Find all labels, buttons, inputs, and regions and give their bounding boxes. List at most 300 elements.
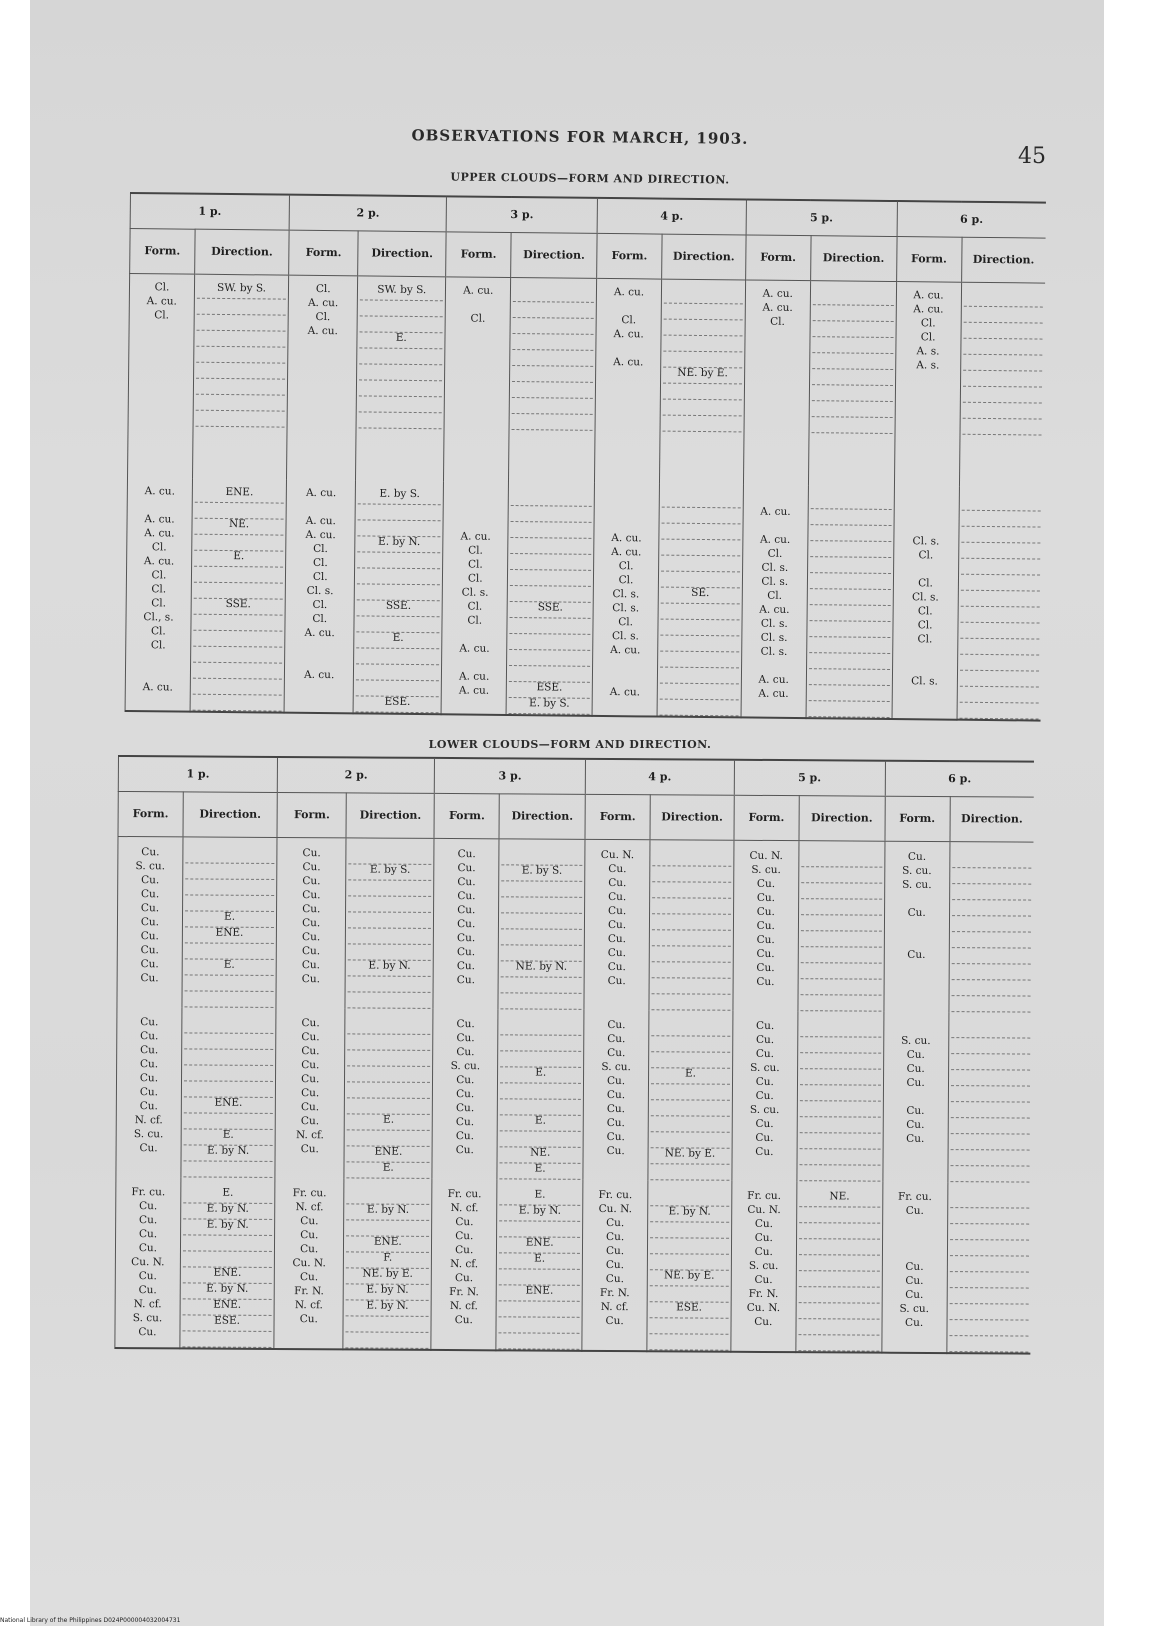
cloud-form-entry: Cu. xyxy=(754,1231,773,1245)
cloud-direction-entry: E. by N. xyxy=(183,1203,272,1220)
cloud-form-entry: Fr. N. xyxy=(449,1286,479,1299)
cloud-form-entry: Cu. xyxy=(456,1032,475,1045)
cloud-form-entry: Cu. xyxy=(457,876,476,889)
cloud-form-entry: Cu. xyxy=(607,960,626,974)
cloud-direction-entry: E. xyxy=(500,1115,581,1131)
cloud-direction-entry xyxy=(356,680,439,697)
cloud-direction-entry xyxy=(184,991,273,1008)
cloud-direction-entry xyxy=(951,932,1031,948)
cloud-form-entry xyxy=(287,642,351,657)
cloud-form-entry: Cu. xyxy=(302,931,321,944)
cloud-form-entry: Cu. xyxy=(139,1086,159,1099)
cloud-direction-entry xyxy=(183,1235,272,1252)
cloud-form-cell xyxy=(883,1012,949,1182)
cloud-form-entry: Cl. xyxy=(154,309,170,322)
cloud-direction-entry: E. xyxy=(360,332,443,349)
cloud-form-cell xyxy=(892,486,959,720)
cloud-direction-cell xyxy=(806,485,894,719)
cloud-direction-entry xyxy=(500,1035,581,1051)
cloud-form-entry xyxy=(897,402,957,417)
cloud-form-entry: Cl. xyxy=(467,600,483,613)
cloud-direction-entry: NE. by E. xyxy=(346,1268,429,1285)
cloud-direction-entry xyxy=(184,1017,273,1034)
cloud-form-entry xyxy=(291,340,355,355)
cloud-form-entry: A. cu. xyxy=(609,686,641,699)
cloud-form-entry: Cl., s. xyxy=(143,611,174,624)
cloud-direction-entry xyxy=(951,916,1031,932)
cloud-form-cell xyxy=(433,838,499,1009)
cloud-direction-entry xyxy=(812,353,893,370)
cloud-direction-cell xyxy=(657,484,743,718)
cloud-form-entry: Cu. xyxy=(756,933,775,947)
cloud-form-entry: Cl. s. xyxy=(761,561,789,574)
cloud-form-entry: Cl. xyxy=(918,549,934,562)
cloud-direction-entry xyxy=(810,493,891,510)
form-column-header: Form. xyxy=(885,796,950,841)
cloud-direction-entry xyxy=(960,591,1040,608)
cloud-form-entry: Cu. xyxy=(457,890,476,903)
cloud-direction-entry xyxy=(650,1238,729,1254)
cloud-form-entry: Cu. xyxy=(455,1244,474,1257)
cloud-form-entry: Cl. xyxy=(154,281,170,294)
direction-column-header: Direction. xyxy=(650,795,734,841)
cloud-form-entry xyxy=(896,508,956,523)
cloud-direction-entry xyxy=(183,1251,272,1268)
cloud-form-entry: A. cu. xyxy=(762,287,793,300)
cloud-form-entry: Cu. xyxy=(455,1130,475,1143)
cloud-form-entry: Cu. xyxy=(141,888,160,901)
hour-header: 2 p. xyxy=(289,195,446,232)
cloud-form-cell xyxy=(584,839,650,1010)
cloud-form-entry: Cu. xyxy=(140,930,159,943)
cloud-direction-entry xyxy=(960,655,1040,672)
cloud-direction-entry xyxy=(348,896,431,913)
cloud-form-entry: Cu. xyxy=(454,1272,474,1285)
cloud-direction-entry: E. by S. xyxy=(509,698,590,715)
cloud-form-entry: Cu. xyxy=(301,1087,320,1100)
cloud-form-entry xyxy=(896,494,956,509)
cloud-form-entry: Cu. xyxy=(906,1132,925,1145)
cloud-form-entry: Cu. xyxy=(607,1032,626,1046)
cloud-form-entry: N. cf. xyxy=(295,1201,324,1214)
cloud-form-entry: Cu. xyxy=(140,1030,159,1043)
cloud-form-entry: Cu. xyxy=(607,946,626,960)
observation-group xyxy=(128,274,1046,488)
cloud-direction-entry: SSE. xyxy=(510,602,591,619)
cloud-form-entry xyxy=(747,358,807,373)
cloud-direction-entry xyxy=(510,586,591,603)
cloud-direction-entry xyxy=(512,350,593,367)
cloud-form-entry: Cu. xyxy=(140,944,159,957)
cloud-direction-entry xyxy=(501,881,582,897)
cloud-form-entry: Cl. xyxy=(621,314,637,327)
observation-group xyxy=(116,1007,1033,1183)
cloud-direction-entry xyxy=(661,540,740,557)
cloud-direction-entry xyxy=(812,337,893,354)
cloud-direction-entry xyxy=(949,1288,1029,1304)
cloud-form-entry: A. cu. xyxy=(759,533,791,546)
cloud-form-entry: S. cu. xyxy=(133,1128,164,1141)
cloud-direction-entry: ESE. xyxy=(356,696,439,713)
cloud-form-entry: Cu. xyxy=(605,1314,624,1328)
cloud-direction-entry: E. by N. xyxy=(346,1284,429,1301)
cloud-direction-entry xyxy=(663,384,742,401)
direction-column-header: Direction. xyxy=(799,796,885,842)
cloud-direction-entry xyxy=(652,978,731,994)
cloud-direction-entry xyxy=(499,1317,580,1333)
cloud-direction-entry xyxy=(963,291,1043,308)
cloud-form-entry xyxy=(747,344,807,359)
cloud-direction-entry: E. xyxy=(183,1187,272,1204)
cloud-form-entry: A. cu. xyxy=(305,528,336,542)
cloud-direction-entry xyxy=(800,979,881,995)
cloud-direction-entry xyxy=(501,897,582,913)
cloud-form-entry: Cu. xyxy=(754,1315,773,1329)
cloud-direction-entry xyxy=(511,490,592,507)
cloud-form-entry: Cl. xyxy=(312,556,328,570)
cloud-direction-entry: E. by N. xyxy=(358,536,441,553)
cloud-form-entry: Cu. xyxy=(138,1270,157,1283)
cloud-form-entry: A. cu. xyxy=(913,289,944,302)
cloud-form-entry: S. cu. xyxy=(749,1103,780,1117)
cloud-direction-cell xyxy=(190,479,287,713)
cloud-form-entry xyxy=(597,505,657,520)
cloud-direction-entry xyxy=(950,1192,1030,1208)
cloud-direction-entry xyxy=(799,1133,880,1149)
cloud-form-entry: Cu. xyxy=(606,1130,625,1144)
cloud-direction-cell xyxy=(497,1009,584,1180)
cloud-form-entry: Cl. xyxy=(151,597,167,610)
cloud-form-entry: Cu. xyxy=(139,1058,159,1071)
cloud-form-entry: Cl. s. xyxy=(306,584,334,598)
cloud-form-entry xyxy=(131,338,191,353)
cloud-form-entry: S. cu. xyxy=(601,1060,631,1074)
cloud-direction-entry xyxy=(650,1286,729,1302)
cloud-form-entry: Cu. xyxy=(607,974,626,988)
cloud-form-entry: Cu. N. xyxy=(598,1202,633,1216)
cloud-form-entry xyxy=(598,371,658,386)
cloud-direction-entry xyxy=(184,1033,273,1050)
cloud-direction-entry: NE. by E. xyxy=(663,368,742,385)
cloud-direction-entry xyxy=(799,1117,880,1133)
cloud-form-entry: Cu. xyxy=(607,1046,626,1060)
cloud-direction-entry xyxy=(513,334,594,351)
cloud-direction-entry xyxy=(963,371,1043,388)
cloud-direction-entry xyxy=(810,525,891,542)
cloud-direction-entry xyxy=(950,1102,1030,1118)
cloud-direction-entry xyxy=(651,1132,730,1148)
cloud-direction-entry xyxy=(809,637,890,654)
cloud-direction-entry xyxy=(798,1303,879,1319)
cloud-direction-entry xyxy=(357,552,440,569)
form-column-header: Form. xyxy=(130,229,195,275)
cloud-direction-entry xyxy=(652,946,731,962)
cloud-form-entry: A. cu. xyxy=(463,284,494,297)
lower-table-body xyxy=(115,837,1034,1354)
cloud-direction-entry xyxy=(962,403,1042,420)
cloud-direction-entry xyxy=(650,1254,729,1270)
cloud-direction-entry xyxy=(185,863,274,880)
cloud-direction-entry xyxy=(800,1053,881,1069)
cloud-direction-cell xyxy=(957,487,1043,721)
direction-column-header: Direction. xyxy=(810,236,896,282)
cloud-form-entry: Fr. N. xyxy=(599,1286,630,1300)
cloud-direction-entry xyxy=(358,520,441,537)
cloud-direction-entry xyxy=(811,401,892,418)
cloud-direction-entry xyxy=(950,1208,1030,1224)
cloud-form-entry: Cl. xyxy=(313,542,328,556)
cloud-form-entry: Cu. xyxy=(754,1245,773,1259)
cloud-direction-entry xyxy=(649,1334,728,1350)
cloud-direction-entry xyxy=(184,1081,273,1098)
cloud-direction-entry xyxy=(499,1221,580,1237)
cloud-direction-entry xyxy=(660,668,739,685)
cloud-form-entry: Cl. xyxy=(312,598,328,612)
cloud-form-entry: Cu. xyxy=(756,905,775,919)
cloud-direction-entry xyxy=(501,913,582,929)
cloud-direction-entry: ENE. xyxy=(183,1267,272,1284)
cloud-form-entry xyxy=(447,397,507,412)
cloud-form-entry: Cl. xyxy=(767,589,783,602)
cloud-form-entry: Cu. xyxy=(140,1044,159,1057)
cloud-form-entry: Cl. xyxy=(918,577,933,590)
cloud-direction-cell xyxy=(947,1012,1032,1183)
cloud-direction-entry: NE. xyxy=(500,1147,581,1163)
cloud-form-entry: Cu. xyxy=(905,1316,924,1329)
cloud-direction-entry xyxy=(196,395,285,412)
cloud-direction-entry xyxy=(801,931,882,947)
cloud-form-entry: Cu. xyxy=(140,916,160,929)
cloud-direction-entry: E. xyxy=(184,1129,273,1146)
cloud-form-entry xyxy=(887,922,947,936)
cloud-direction-cell xyxy=(356,276,446,481)
cloud-form-entry xyxy=(290,354,354,369)
cloud-direction-entry xyxy=(961,495,1041,512)
cloud-direction-entry: ENE. xyxy=(182,1299,271,1316)
cloud-form-cell xyxy=(444,277,511,482)
cloud-direction-cell xyxy=(180,1177,275,1349)
cloud-direction-entry xyxy=(661,604,740,621)
cloud-direction-entry xyxy=(359,380,442,397)
cloud-direction-entry xyxy=(348,912,431,929)
cloud-form-entry: Cu. xyxy=(300,1115,320,1128)
cloud-form-entry: Cu. xyxy=(756,961,775,975)
cloud-direction-entry: SW. by S. xyxy=(360,284,443,301)
cloud-form-entry: Cu. xyxy=(141,874,160,887)
cloud-form-entry: Cl. s. xyxy=(761,575,789,588)
cloud-direction-entry xyxy=(800,1069,881,1085)
cloud-form-entry: N. cf. xyxy=(133,1298,162,1311)
cloud-form-entry: Cu. xyxy=(756,919,775,933)
cloud-direction-entry xyxy=(950,1086,1030,1102)
cloud-form-entry: Cu. xyxy=(301,1073,320,1086)
cloud-direction-entry xyxy=(500,1099,581,1115)
cloud-direction-entry xyxy=(193,663,282,680)
form-column-header: Form. xyxy=(585,794,650,839)
cloud-form-entry: Cu. xyxy=(299,1271,319,1284)
cloud-form-entry: Cu. xyxy=(755,1089,774,1103)
cloud-direction-entry: E. by S. xyxy=(349,864,432,881)
cloud-direction-entry xyxy=(951,948,1031,964)
form-column-header: Form. xyxy=(745,235,810,281)
cloud-form-entry: Cu. xyxy=(756,877,776,891)
cloud-form-entry: Fr. cu. xyxy=(131,1186,166,1199)
cloud-form-entry: Cl. xyxy=(150,639,166,652)
cloud-direction-entry xyxy=(949,1256,1029,1272)
cloud-form-entry: S. cu. xyxy=(901,1034,931,1047)
cloud-form-entry: Cu. xyxy=(755,1145,774,1159)
cloud-direction-entry xyxy=(510,554,591,571)
cloud-direction-entry xyxy=(193,631,282,648)
cloud-direction-entry xyxy=(800,963,881,979)
cloud-direction-entry xyxy=(661,524,740,541)
cloud-form-entry: Cu. xyxy=(906,1118,925,1131)
cloud-form-entry: Cu. xyxy=(456,960,476,973)
cloud-form-entry: Cu. xyxy=(302,917,321,930)
cloud-direction-entry xyxy=(950,1224,1030,1240)
cloud-form-entry xyxy=(290,382,354,397)
cloud-form-entry: A. cu. xyxy=(459,642,490,655)
cloud-direction-entry: E. by N. xyxy=(183,1145,272,1162)
cloud-direction-entry xyxy=(810,541,891,558)
cloud-direction-entry xyxy=(501,977,582,993)
cloud-direction-entry xyxy=(951,1022,1031,1038)
cloud-direction-entry xyxy=(347,1066,430,1083)
cloud-direction-cell xyxy=(192,274,288,479)
cloud-form-entry: A. cu. xyxy=(760,505,791,518)
cloud-direction-entry xyxy=(810,557,891,574)
cloud-form-entry: N. cf. xyxy=(449,1300,478,1313)
cloud-direction-entry xyxy=(196,379,285,396)
cloud-form-entry: Cl. xyxy=(150,625,166,638)
cloud-form-entry: Cu. N. xyxy=(747,1203,781,1217)
cloud-direction-entry xyxy=(949,1304,1029,1320)
cloud-form-entry: A. cu. xyxy=(611,532,642,545)
cloud-form-entry: Cl. xyxy=(767,547,783,560)
cloud-direction-cell xyxy=(648,1010,733,1181)
cloud-form-entry xyxy=(131,394,191,409)
observation-group xyxy=(125,478,1043,721)
cloud-direction-entry xyxy=(194,583,283,600)
cloud-direction-entry xyxy=(501,929,582,945)
cloud-direction-entry xyxy=(809,589,890,606)
cloud-direction-entry xyxy=(951,980,1031,996)
cloud-direction-entry xyxy=(963,307,1043,324)
cloud-direction-cell xyxy=(808,281,896,486)
cloud-form-entry: Cl. xyxy=(920,331,936,344)
cloud-direction-entry xyxy=(808,701,889,718)
cloud-direction-entry xyxy=(512,414,593,431)
cloud-direction-entry xyxy=(660,700,739,717)
cloud-direction-entry: SW. by S. xyxy=(197,283,286,300)
cloud-direction-entry: E. by N. xyxy=(183,1283,272,1300)
cloud-form-entry: Cu. xyxy=(906,1062,925,1075)
lower-clouds-table xyxy=(114,755,1034,1355)
cloud-form-entry xyxy=(747,372,807,387)
cloud-form-entry: Cu. xyxy=(139,1200,158,1213)
cloud-direction-entry xyxy=(813,289,894,306)
cloud-direction-entry: E. by N. xyxy=(650,1206,729,1222)
cloud-form-cell xyxy=(441,481,508,715)
cloud-direction-entry xyxy=(963,323,1043,340)
cloud-direction-entry: E. by N. xyxy=(346,1204,429,1221)
cloud-form-entry: Cu. xyxy=(756,891,776,905)
cloud-form-entry: Cl. xyxy=(312,570,328,584)
cloud-direction-entry xyxy=(651,994,730,1010)
cloud-direction-entry xyxy=(660,620,739,637)
cloud-form-entry: Cl. xyxy=(917,605,933,618)
cloud-direction-entry xyxy=(961,559,1041,576)
cloud-form-entry: N. cf. xyxy=(600,1300,629,1314)
cloud-direction-entry xyxy=(799,1271,880,1287)
cloud-form-entry: A. cu. xyxy=(459,670,490,683)
cloud-form-entry: A. cu. xyxy=(611,546,642,559)
cloud-form-entry: Cu. xyxy=(905,1288,924,1301)
cloud-direction-entry xyxy=(961,511,1041,528)
cloud-direction-cell xyxy=(496,1179,583,1351)
cloud-direction-entry xyxy=(660,652,739,669)
cloud-form-entry xyxy=(446,489,506,504)
cloud-direction-entry xyxy=(950,1150,1030,1166)
cloud-form-entry: Cu. xyxy=(756,975,775,989)
cloud-direction-entry xyxy=(951,1038,1031,1054)
cloud-direction-entry xyxy=(651,1036,730,1052)
cloud-form-entry: A. cu. xyxy=(762,301,793,314)
cloud-direction-entry xyxy=(184,975,273,992)
cloud-direction-entry xyxy=(950,1134,1030,1150)
cloud-form-entry: Cl. s. xyxy=(760,617,788,630)
cloud-form-entry: N. cf. xyxy=(295,1129,324,1142)
cloud-form-entry: A. cu. xyxy=(613,286,645,299)
cloud-form-entry: Cu. xyxy=(756,947,775,961)
cloud-direction-entry xyxy=(652,866,731,882)
cloud-direction-entry: E. by N. xyxy=(499,1205,580,1221)
cloud-form-entry: Cu. xyxy=(301,1045,320,1058)
cloud-direction-entry xyxy=(348,944,431,961)
cloud-form-entry: Cl. xyxy=(467,558,483,571)
cloud-form-entry: Cu. xyxy=(300,1101,320,1114)
cloud-form-entry: Cu. xyxy=(905,1204,924,1217)
cloud-direction-entry xyxy=(185,943,274,960)
cloud-direction-entry: E. by N. xyxy=(346,1300,429,1317)
cloud-direction-entry: NE. xyxy=(799,1191,880,1207)
cloud-form-entry: Cu. xyxy=(140,972,159,985)
cloud-form-entry: Fr. N. xyxy=(294,1285,324,1298)
cloud-direction-entry xyxy=(360,316,443,333)
cloud-direction-entry: NE. by E. xyxy=(651,1148,730,1164)
upper-table-body xyxy=(125,274,1045,721)
form-column-header: Form. xyxy=(734,795,799,840)
cloud-direction-entry xyxy=(809,653,890,670)
cloud-form-entry: Cu. xyxy=(138,1242,158,1255)
cloud-form-entry: Cu. xyxy=(456,1046,475,1059)
cloud-form-entry: Fr. cu. xyxy=(897,1190,932,1203)
cloud-form-entry: Cu. xyxy=(457,862,476,875)
cloud-direction-entry xyxy=(359,364,442,381)
cloud-direction-entry xyxy=(652,962,731,978)
cloud-direction-entry xyxy=(182,1331,271,1348)
cloud-form-entry: Cu. xyxy=(754,1217,774,1231)
cloud-direction-entry: ENE. xyxy=(346,1236,429,1253)
cloud-direction-entry xyxy=(346,1332,429,1349)
cloud-form-entry: Cl. xyxy=(467,614,483,627)
cloud-form-entry: Cu. xyxy=(302,861,321,874)
cloud-form-entry: S. cu. xyxy=(899,1302,930,1315)
cloud-direction-entry xyxy=(663,352,742,369)
cloud-form-cell xyxy=(595,278,662,483)
cloud-direction-entry xyxy=(356,664,439,681)
cloud-direction-entry: F. xyxy=(346,1252,429,1269)
